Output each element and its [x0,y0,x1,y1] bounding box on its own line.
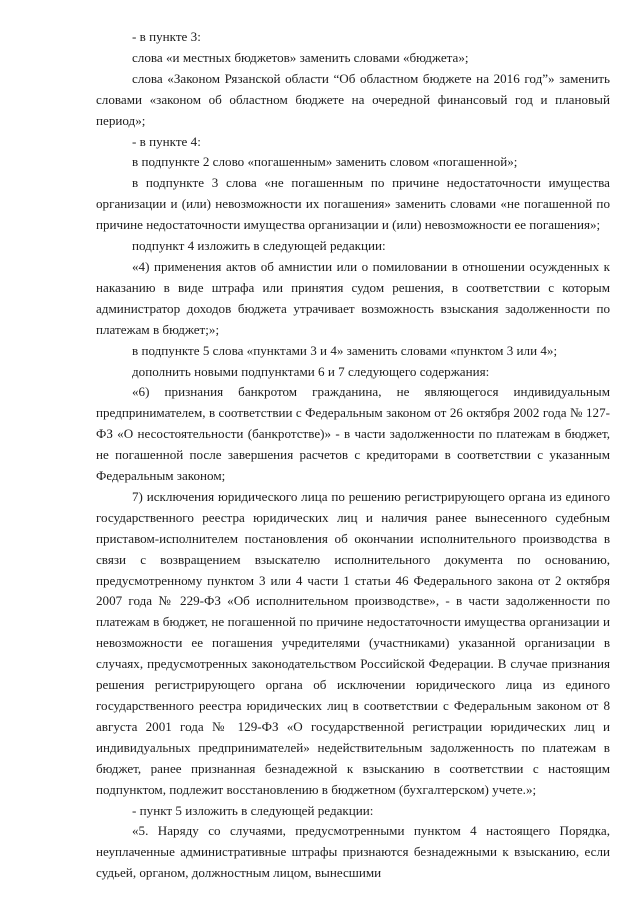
paragraph-replace-local-budgets: слова «и местных бюджетов» заменить словами «бюджета»; [132,49,469,65]
paragraph-subitem7-text: 7) исключения юридического лица по решению регистрирующего органа из единого государственного реестра юридических лиц и наличия ранее вынесенного судебным приставом-исполнителем постановления об окончании исполнительного производства в связи с возвращением взыскателю исполнительного документа по основанию, предусмотренному пунктом 3 или 4 части 1 статьи 46 Федерального закона от 2 октября 2007 года № 229-ФЗ «Об исполнительном производстве», - в части задолженности по платежам в бюджет, не погашенной по причине недостаточности имущества организации и невозможности ее погашения учредителями (участниками) указанной организации в случаях, предусмотренных законодательством Российской Федерации. В случае признания решения регистрирующего органа об исключении юридического лица из единого государственного реестра юридических лиц в соответствии с Федеральным законом от 8 августа 2001 года № 129-ФЗ «О государственной регистрации юридических лиц и индивидуальных предпринимателей» недействительным задолженность по платежам в бюджет, ранее признанная безнадежной к взысканию в соответствии с настоящим подпунктом, подлежит восстановлению в бюджетном (бухгалтерском) учете.»; [96,488,610,797]
paragraph-item5-intro: - пункт 5 изложить в следующей редакции: [132,802,374,818]
paragraph-subitem5-change: в подпункте 5 слова «пунктами 3 и 4» заменить словами «пунктом 3 или 4»; [132,342,558,358]
paragraph-item5-text: «5. Наряду со случаями, предусмотренными пунктом 4 настоящего Порядка, неуплаченные административные штрафы признаются безнадежными к взысканию, если судьей, органом, должностным лицом, вынесшими [96,823,610,881]
paragraph-add-subitems-intro: дополнить новыми подпунктами 6 и 7 следующего содержания: [132,363,490,379]
document-body [96,27,610,884]
paragraph-subitem6-text: «6) признания банкротом гражданина, не являющегося индивидуальным предпринимателем, в соответствии с Федеральным законом от 26 октября 2002 года № 127-ФЗ «О несостоятельности (банкротстве)» - в части задолженности по платежам в бюджет, не погашенной после завершения расчетов с кредиторами в соответствии с указанным Федеральным законом; [96,384,610,484]
paragraph-subitem4-text: «4) применения актов об амнистии или о помиловании в отношении осужденных к наказанию в виде штрафа или принятия судом решения, в соответствии с которым администратор доходов бюджета утрачивает возможность взыскания задолженности по платежам в бюджет;»; [96,258,610,337]
paragraph-subitem4-intro: подпункт 4 изложить в следующей редакции: [132,238,386,254]
paragraph-subitem3-change: в подпункте 3 слова «не погашенным по причине недостаточности имущества организации и (или) невозможности их погашения» заменить словами «не погашенной по причине недостаточности имущества организации и (или) невозможности ее погашения»; [96,175,610,233]
paragraph-subitem2-change: в подпункте 2 слово «погашенным» заменить словом «погашенной»; [132,154,518,170]
paragraph-item3-heading: - в пункте 3: [132,29,201,44]
paragraph-replace-ryazan-law: слова «Законом Рязанской области “Об областном бюджете на 2016 год”» заменить словами «законом об областном бюджете на очередной финансовый год и плановый период»; [96,70,610,128]
paragraph-item4-heading: - в пункте 4: [132,133,201,149]
